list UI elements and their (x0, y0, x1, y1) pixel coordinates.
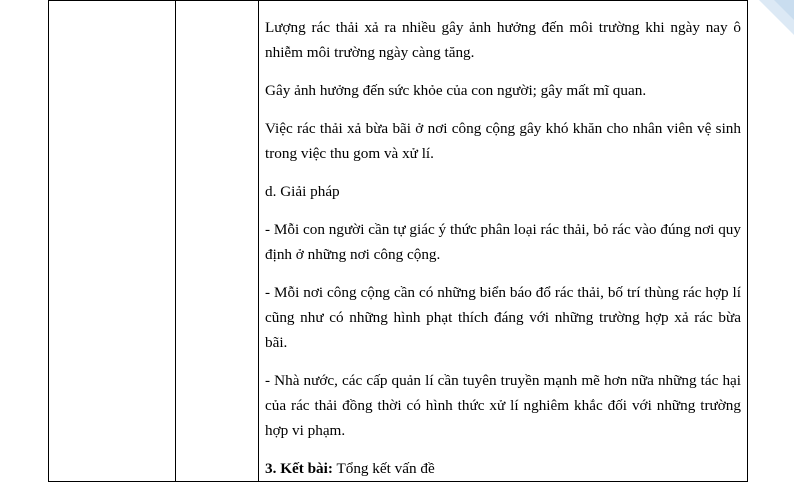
table-row (49, 1, 748, 482)
table-cell-empty-1 (49, 1, 176, 482)
paragraph-health: Gây ảnh hưởng đến sức khỏe của con người; gây mất mĩ quan. (265, 82, 647, 99)
solution-item-public-places: - Mỗi nơi công cộng cần có những biển báo đổ rác thải, bố trí thùng rác hợp lí cũng như có những hình phạt thích đáng với những trường hợp xả rác bừa bãi. (265, 284, 741, 351)
conclusion-heading: 3. Kết bài: (265, 460, 333, 477)
content-cell (259, 1, 748, 482)
conclusion-text: Tổng kết vấn đề (332, 460, 435, 477)
table-cell-empty-2 (176, 1, 259, 482)
paragraph-sanitation: Việc rác thải xả bừa bãi ở nơi công cộng gây khó khăn cho nhân viên vệ sinh trong việc thu gom và xử lí. (265, 120, 741, 162)
conclusion-paragraph (265, 456, 741, 481)
solution-item-individual: - Mỗi con người cần tự giác ý thức phân loại rác thải, bỏ rác vào đúng nơi quy định ở những nơi công cộng. (265, 221, 741, 263)
section-heading-solutions: d. Giải pháp (265, 183, 340, 200)
solution-item-government: - Nhà nước, các cấp quản lí cần tuyên truyền mạnh mẽ hơn nữa những tác hại của rác thải đồng thời có hình thức xử lí nghiêm khắc đối với những trường hợp vi phạm. (265, 372, 741, 439)
document-table (48, 0, 748, 482)
paragraph-pollution: Lượng rác thải xả ra nhiều gây ảnh hưởng đến môi trường khi ngày nay ô nhiễm môi trường ngày càng tăng. (265, 19, 741, 61)
